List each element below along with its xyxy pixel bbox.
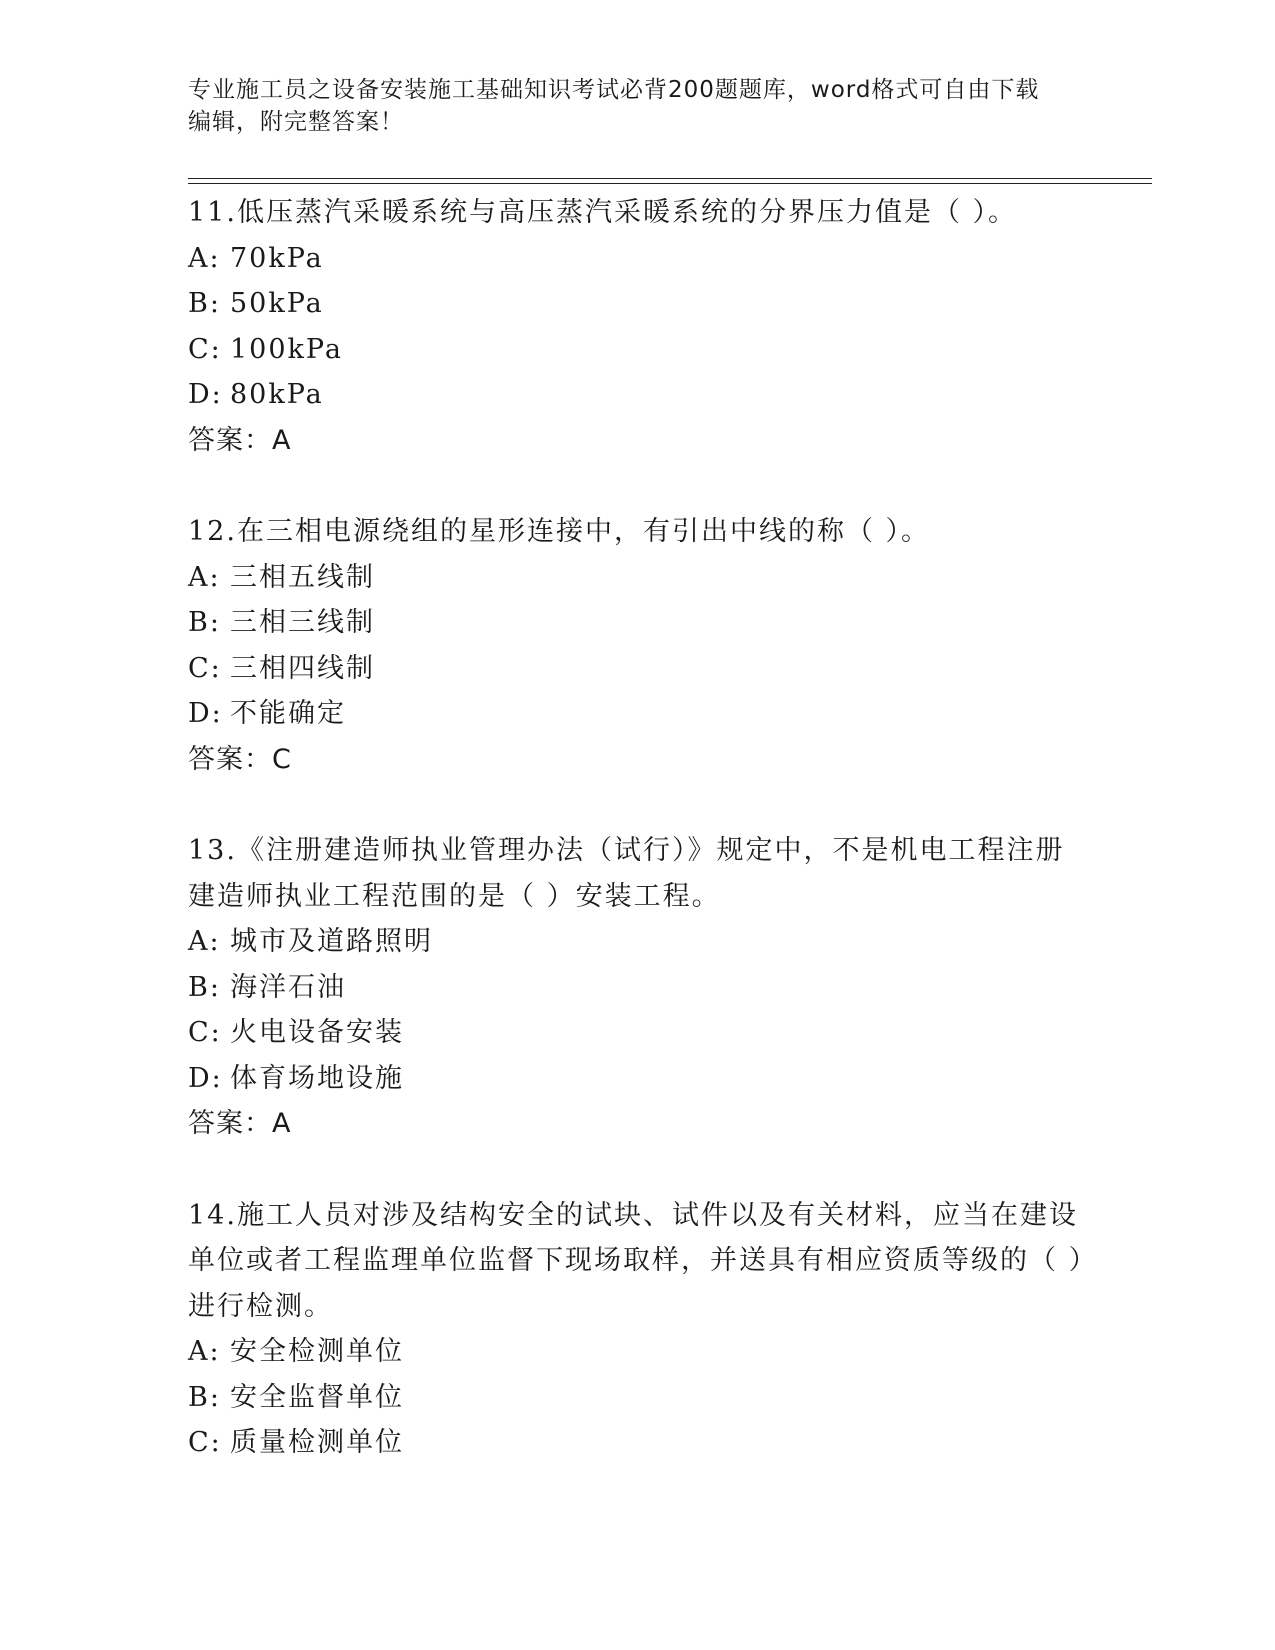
option-d xyxy=(188,1056,1088,1102)
header-line-1: 专业施工员之设备安装施工基础知识考试必背200题题库，word格式可自由下载 xyxy=(188,77,1040,103)
option-value: 100kPa xyxy=(230,333,343,365)
option-value: 50kPa xyxy=(230,288,324,319)
question-text: 14.施工人员对涉及结构安全的试块、试件以及有关材料，应当在建设单位或者工程监理单位监督下现场取样，并送具有相应资质等级的（ ）进行检测。 xyxy=(188,1199,1085,1322)
option-value: 安全监督单位 xyxy=(230,1381,404,1413)
question-14 xyxy=(188,1193,1088,1466)
option-c xyxy=(188,327,1088,373)
option-a xyxy=(188,919,1088,965)
option-key: C: xyxy=(188,1017,222,1048)
option-a xyxy=(188,555,1088,601)
option-key: B: xyxy=(188,607,221,638)
option-value: 质量检测单位 xyxy=(230,1427,404,1458)
question-list xyxy=(188,190,1088,1512)
option-key: A: xyxy=(188,242,221,274)
option-key: C: xyxy=(188,333,222,365)
header-divider-bottom xyxy=(188,183,1152,184)
option-b xyxy=(188,965,1088,1011)
question-11 xyxy=(188,190,1088,463)
answer-line: 答案：A xyxy=(188,424,292,456)
option-value: 体育场地设施 xyxy=(230,1062,404,1094)
document-header xyxy=(188,74,1068,138)
option-value: 三相四线制 xyxy=(230,652,375,684)
option-b xyxy=(188,600,1088,646)
question-13 xyxy=(188,828,1088,1147)
option-value: 不能确定 xyxy=(230,698,346,729)
question-12 xyxy=(188,509,1088,782)
question-text: 13.《注册建造师执业管理办法（试行）》规定中，不是机电工程注册建造师执业工程范围的是（ ）安装工程。 xyxy=(188,835,1065,912)
question-text: 12.在三相电源绕组的星形连接中，有引出中线的称（ ）。 xyxy=(188,516,931,547)
option-value: 火电设备安装 xyxy=(230,1017,404,1048)
option-b xyxy=(188,1375,1088,1421)
option-d xyxy=(188,372,1088,418)
option-value: 城市及道路照明 xyxy=(230,926,433,957)
header-line-2: 编辑，附完整答案！ xyxy=(188,109,404,135)
option-key: A: xyxy=(188,926,221,957)
option-d xyxy=(188,691,1088,737)
option-value: 70kPa xyxy=(230,242,324,274)
option-a xyxy=(188,1329,1088,1375)
option-c xyxy=(188,646,1088,692)
option-b xyxy=(188,281,1088,327)
answer-line: 答案：A xyxy=(188,1108,292,1139)
option-c xyxy=(188,1010,1088,1056)
answer-line: 答案：C xyxy=(188,743,292,775)
option-key: B: xyxy=(188,1381,221,1413)
option-value: 80kPa xyxy=(230,379,324,410)
option-key: D: xyxy=(188,1062,223,1094)
option-key: B: xyxy=(188,971,221,1003)
option-key: C: xyxy=(188,652,222,684)
question-text: 11.低压蒸汽采暖系统与高压蒸汽采暖系统的分界压力值是（ ）。 xyxy=(188,197,1018,228)
option-c xyxy=(188,1420,1088,1466)
option-key: A: xyxy=(188,1336,221,1367)
option-value: 安全检测单位 xyxy=(230,1336,404,1367)
option-a xyxy=(188,236,1088,282)
header-divider-top xyxy=(188,178,1152,179)
option-key: D: xyxy=(188,379,223,410)
option-key: A: xyxy=(188,561,221,593)
option-key: B: xyxy=(188,288,221,319)
option-value: 海洋石油 xyxy=(230,971,346,1003)
option-value: 三相三线制 xyxy=(230,607,375,638)
option-key: C: xyxy=(188,1427,222,1458)
option-value: 三相五线制 xyxy=(230,561,375,593)
option-key: D: xyxy=(188,698,223,729)
